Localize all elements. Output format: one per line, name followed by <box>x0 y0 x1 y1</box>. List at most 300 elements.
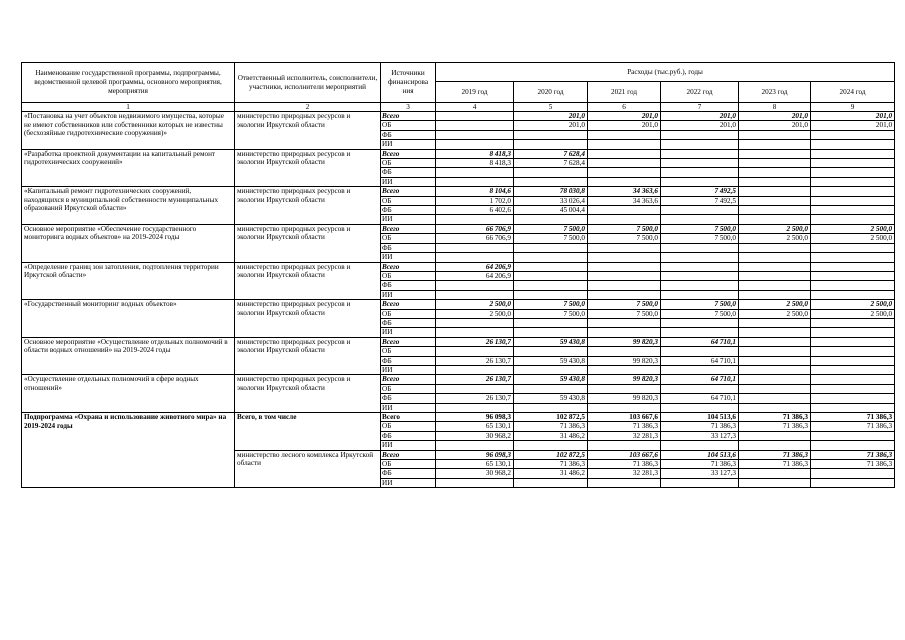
expense-cell: 201,0 <box>514 121 588 130</box>
expense-cell: 7 500,0 <box>588 309 661 318</box>
funding-source: ФБ <box>381 318 436 327</box>
source-row <box>22 375 895 384</box>
expense-cell <box>811 262 895 271</box>
expense-cell: 71 386,3 <box>811 450 895 459</box>
header-expenses: Расходы (тыс.руб.), годы <box>436 63 895 82</box>
expense-cell: 103 667,6 <box>588 413 661 422</box>
expense-cell: 64 710,1 <box>661 375 739 384</box>
expense-cell: 2 500,0 <box>811 309 895 318</box>
expense-cell <box>661 159 739 168</box>
expense-cell <box>739 177 811 186</box>
expense-cell <box>739 356 811 365</box>
expense-cell <box>739 469 811 478</box>
expense-cell: 71 386,3 <box>514 422 588 431</box>
expense-cell <box>739 394 811 403</box>
funding-source: Всего <box>381 149 436 158</box>
responsible-executor: министерство природных ресурсов и экологии Иркутской области <box>235 300 381 338</box>
funding-source: ОБ <box>381 121 436 130</box>
expense-cell: 7 500,0 <box>514 234 588 243</box>
header-year: 2019 год <box>436 82 514 103</box>
expense-cell: 7 500,0 <box>514 300 588 309</box>
expense-cell <box>811 149 895 158</box>
funding-source: ФБ <box>381 206 436 215</box>
funding-source: ФБ <box>381 168 436 177</box>
funding-source: ИИ <box>381 365 436 374</box>
expense-cell <box>661 318 739 327</box>
expense-cell <box>739 243 811 252</box>
expense-cell: 64 710,1 <box>661 356 739 365</box>
expense-cell <box>436 290 514 299</box>
expense-cell: 33 127,3 <box>661 469 739 478</box>
expense-cell <box>514 384 588 393</box>
expense-cell <box>436 140 514 149</box>
expense-cell: 64 206,9 <box>436 262 514 271</box>
column-index: 6 <box>588 103 661 112</box>
responsible-executor: министерство природных ресурсов и экологии Иркутской области <box>235 224 381 262</box>
expense-cell <box>588 281 661 290</box>
expense-cell <box>588 215 661 224</box>
expense-cell <box>739 168 811 177</box>
expense-cell: 71 386,3 <box>514 460 588 469</box>
expense-cell: 26 130,7 <box>436 356 514 365</box>
funding-source: Всего <box>381 112 436 121</box>
expense-cell <box>661 290 739 299</box>
expense-cell <box>739 431 811 440</box>
expense-cell <box>436 441 514 450</box>
activity-name: «Разработка проектной документации на капитальный ремонт гидротехнических сооружений» <box>22 149 235 187</box>
header-name: Наименование государственной программы, подпрограммы, ведомственной целевой программы, основного мероприятия, мероприятия <box>22 63 235 103</box>
expense-cell <box>661 403 739 412</box>
expense-cell <box>588 271 661 280</box>
expense-cell: 99 820,3 <box>588 394 661 403</box>
funding-source: ИИ <box>381 441 436 450</box>
activity-name: Основное мероприятие «Обеспечение государственного мониторинга водных объектов» на 2019-2024 годы <box>22 224 235 262</box>
expense-cell: 30 968,2 <box>436 431 514 440</box>
expense-cell: 201,0 <box>661 112 739 121</box>
responsible-executor: министерство природных ресурсов и экологии Иркутской области <box>235 149 381 187</box>
expense-cell <box>436 177 514 186</box>
funding-source: Всего <box>381 375 436 384</box>
expense-cell: 71 386,3 <box>739 413 811 422</box>
expense-cell <box>436 130 514 139</box>
expense-cell <box>588 318 661 327</box>
expense-cell: 8 418,3 <box>436 149 514 158</box>
funding-source: ИИ <box>381 177 436 186</box>
funding-source: Всего <box>381 337 436 346</box>
source-row <box>22 187 895 196</box>
expense-cell <box>739 318 811 327</box>
expense-cell <box>739 130 811 139</box>
column-index: 8 <box>739 103 811 112</box>
expense-cell: 71 386,3 <box>661 422 739 431</box>
expense-cell: 2 500,0 <box>739 224 811 233</box>
activity-name: «Капитальный ремонт гидротехнических сооружений, находящихся в муниципальной собственности муниципальных образований Иркутской области» <box>22 187 235 225</box>
expense-cell <box>811 271 895 280</box>
expense-cell <box>811 337 895 346</box>
expense-cell: 32 281,3 <box>588 469 661 478</box>
expense-cell: 26 130,7 <box>436 394 514 403</box>
expense-cell <box>811 365 895 374</box>
expense-cell <box>514 328 588 337</box>
expense-cell <box>739 337 811 346</box>
expense-cell <box>588 140 661 149</box>
expense-cell: 7 492,5 <box>661 196 739 205</box>
expense-cell: 102 872,5 <box>514 413 588 422</box>
header-row-1 <box>22 63 895 82</box>
column-index: 1 <box>22 103 235 112</box>
expense-cell <box>811 253 895 262</box>
expense-cell <box>588 168 661 177</box>
expense-cell <box>514 177 588 186</box>
responsible-executor: министерство природных ресурсов и экологии Иркутской области <box>235 262 381 300</box>
funding-source: ОБ <box>381 309 436 318</box>
expense-cell <box>811 431 895 440</box>
column-index: 7 <box>661 103 739 112</box>
expense-cell <box>739 281 811 290</box>
expense-cell <box>739 187 811 196</box>
expense-cell <box>661 262 739 271</box>
expense-cell <box>661 177 739 186</box>
funding-source: ФБ <box>381 243 436 252</box>
activity-name: «Постановка на учет объектов недвижимого имущества, которые не имеют собственников или собственники которых не известны (бесхозяйные гидротехнические сооружения)» <box>22 112 235 150</box>
column-index: 2 <box>235 103 381 112</box>
expense-cell: 201,0 <box>811 112 895 121</box>
expense-cell: 65 130,1 <box>436 460 514 469</box>
funding-source: ОБ <box>381 384 436 393</box>
expense-cell: 78 030,8 <box>514 187 588 196</box>
expense-cell: 2 500,0 <box>811 234 895 243</box>
expense-cell <box>739 271 811 280</box>
subprogram-total-label: Всего, в том числе <box>235 413 381 451</box>
expense-cell <box>588 253 661 262</box>
expense-cell <box>514 253 588 262</box>
expense-cell: 201,0 <box>811 121 895 130</box>
expense-cell <box>811 394 895 403</box>
responsible-executor: министерство природных ресурсов и экологии Иркутской области <box>235 112 381 150</box>
expense-cell: 7 492,5 <box>661 187 739 196</box>
expense-cell: 66 706,9 <box>436 224 514 233</box>
column-index-row <box>22 103 895 112</box>
expense-cell <box>811 187 895 196</box>
expense-cell: 64 206,9 <box>436 271 514 280</box>
expense-cell: 7 500,0 <box>661 300 739 309</box>
expense-cell: 102 872,5 <box>514 450 588 459</box>
expense-cell <box>739 384 811 393</box>
expense-cell <box>661 441 739 450</box>
expense-cell <box>661 243 739 252</box>
funding-source: ОБ <box>381 271 436 280</box>
expense-cell: 71 386,3 <box>739 450 811 459</box>
expense-cell <box>811 469 895 478</box>
source-row <box>22 224 895 233</box>
expense-cell <box>661 328 739 337</box>
funding-source: ОБ <box>381 196 436 205</box>
responsible-executor: министерство природных ресурсов и экологии Иркутской области <box>235 187 381 225</box>
expense-cell: 26 130,7 <box>436 375 514 384</box>
expense-cell: 7 628,4 <box>514 159 588 168</box>
expense-cell: 2 500,0 <box>739 300 811 309</box>
expense-cell: 45 004,4 <box>514 206 588 215</box>
expense-cell: 96 098,3 <box>436 450 514 459</box>
funding-source: ФБ <box>381 130 436 139</box>
expense-cell: 99 820,3 <box>588 375 661 384</box>
expense-cell: 201,0 <box>661 121 739 130</box>
expense-cell <box>436 215 514 224</box>
expense-cell: 104 513,6 <box>661 450 739 459</box>
expense-cell: 64 710,1 <box>661 394 739 403</box>
expense-cell <box>739 196 811 205</box>
expense-cell: 66 706,9 <box>436 234 514 243</box>
source-row <box>22 112 895 121</box>
expense-cell <box>811 281 895 290</box>
expense-cell <box>739 253 811 262</box>
expense-cell: 99 820,3 <box>588 337 661 346</box>
column-index: 9 <box>811 103 895 112</box>
activity-name: «Осуществление отдельных полномочий в сфере водных отношений» <box>22 375 235 413</box>
expense-cell <box>588 130 661 139</box>
expense-cell: 71 386,3 <box>739 422 811 431</box>
expense-cell: 71 386,3 <box>811 422 895 431</box>
expense-cell: 7 500,0 <box>661 224 739 233</box>
expense-cell <box>811 215 895 224</box>
budget-table-page <box>21 62 894 488</box>
expense-cell <box>661 149 739 158</box>
funding-source: ФБ <box>381 469 436 478</box>
expense-cell <box>588 159 661 168</box>
expense-cell <box>661 140 739 149</box>
expense-cell <box>811 206 895 215</box>
expense-cell <box>588 206 661 215</box>
expense-cell: 30 968,2 <box>436 469 514 478</box>
header-year: 2022 год <box>661 82 739 103</box>
expense-cell <box>588 365 661 374</box>
source-row <box>22 413 895 422</box>
expense-cell: 33 127,3 <box>661 431 739 440</box>
column-index: 3 <box>381 103 436 112</box>
expenses-table <box>21 62 895 488</box>
expense-cell <box>661 347 739 356</box>
funding-source: ОБ <box>381 347 436 356</box>
expense-cell <box>514 478 588 487</box>
funding-source: ИИ <box>381 140 436 149</box>
expense-cell: 64 710,1 <box>661 337 739 346</box>
expense-cell <box>739 290 811 299</box>
column-index: 5 <box>514 103 588 112</box>
column-index: 4 <box>436 103 514 112</box>
expense-cell: 31 486,2 <box>514 431 588 440</box>
expense-cell <box>811 403 895 412</box>
expense-cell: 2 500,0 <box>436 300 514 309</box>
funding-source: ОБ <box>381 460 436 469</box>
expense-cell <box>739 215 811 224</box>
expense-cell <box>588 441 661 450</box>
expense-cell <box>588 478 661 487</box>
expense-cell: 8 104,6 <box>436 187 514 196</box>
funding-source: ИИ <box>381 328 436 337</box>
expense-cell <box>514 243 588 252</box>
expense-cell <box>739 478 811 487</box>
expense-cell <box>514 281 588 290</box>
expense-cell <box>514 168 588 177</box>
funding-source: Всего <box>381 450 436 459</box>
expense-cell: 34 363,6 <box>588 187 661 196</box>
expense-cell: 31 486,2 <box>514 469 588 478</box>
expense-cell: 7 500,0 <box>514 224 588 233</box>
funding-source: Всего <box>381 224 436 233</box>
expense-cell: 26 130,7 <box>436 337 514 346</box>
expense-cell <box>436 253 514 262</box>
expense-cell <box>588 347 661 356</box>
expense-cell <box>514 365 588 374</box>
expense-cell: 7 500,0 <box>661 309 739 318</box>
expense-cell <box>811 441 895 450</box>
expense-cell <box>514 441 588 450</box>
expense-cell: 2 500,0 <box>739 309 811 318</box>
funding-source: ИИ <box>381 253 436 262</box>
expense-cell <box>588 243 661 252</box>
expense-cell <box>739 206 811 215</box>
expense-cell <box>811 290 895 299</box>
expense-cell <box>588 177 661 186</box>
expense-cell <box>436 112 514 121</box>
funding-source: ФБ <box>381 356 436 365</box>
expense-cell: 201,0 <box>514 112 588 121</box>
expense-cell <box>811 196 895 205</box>
expense-cell <box>514 130 588 139</box>
funding-source: ИИ <box>381 290 436 299</box>
expense-cell <box>588 149 661 158</box>
funding-source: ИИ <box>381 403 436 412</box>
expense-cell <box>811 243 895 252</box>
responsible-executor: министерство природных ресурсов и экологии Иркутской области <box>235 337 381 375</box>
expense-cell <box>436 168 514 177</box>
expense-cell <box>588 328 661 337</box>
expense-cell <box>514 318 588 327</box>
expense-cell: 65 130,1 <box>436 422 514 431</box>
expense-cell <box>739 441 811 450</box>
header-year: 2020 год <box>514 82 588 103</box>
expense-cell <box>436 243 514 252</box>
header-responsible: Ответственный исполнитель, соисполнители, участники, исполнители мероприятий <box>235 63 381 103</box>
expense-cell: 59 430,8 <box>514 337 588 346</box>
expense-cell: 7 628,4 <box>514 149 588 158</box>
responsible-executor: министерство природных ресурсов и экологии Иркутской области <box>235 375 381 413</box>
expense-cell <box>514 271 588 280</box>
expense-cell: 1 702,0 <box>436 196 514 205</box>
expense-cell <box>739 365 811 374</box>
header-source: Источники финансирова ния <box>381 63 436 103</box>
expense-cell <box>811 328 895 337</box>
expense-cell <box>514 290 588 299</box>
activity-name: Основное мероприятие «Осуществление отдельных полномочий в области водных отношений» на 2019-2024 годы <box>22 337 235 375</box>
expense-cell: 33 026,4 <box>514 196 588 205</box>
expense-cell <box>514 262 588 271</box>
funding-source: ФБ <box>381 281 436 290</box>
expense-cell <box>739 149 811 158</box>
expense-cell: 2 500,0 <box>739 234 811 243</box>
expense-cell <box>739 347 811 356</box>
expense-cell: 8 418,3 <box>436 159 514 168</box>
expense-cell <box>811 130 895 139</box>
header-year: 2023 год <box>739 82 811 103</box>
expense-cell: 201,0 <box>739 112 811 121</box>
expense-cell <box>661 215 739 224</box>
expense-cell: 2 500,0 <box>436 309 514 318</box>
expense-cell: 99 820,3 <box>588 356 661 365</box>
expense-cell <box>514 347 588 356</box>
expense-cell: 104 513,6 <box>661 413 739 422</box>
expense-cell <box>514 215 588 224</box>
expense-cell <box>436 384 514 393</box>
expense-cell <box>661 478 739 487</box>
expense-cell <box>436 121 514 130</box>
expense-cell: 7 500,0 <box>588 224 661 233</box>
expense-cell: 59 430,8 <box>514 356 588 365</box>
expense-cell: 71 386,3 <box>588 422 661 431</box>
expense-cell: 96 098,3 <box>436 413 514 422</box>
funding-source: Всего <box>381 300 436 309</box>
expense-cell <box>661 206 739 215</box>
expense-cell <box>739 159 811 168</box>
expense-cell <box>739 262 811 271</box>
expense-cell <box>811 384 895 393</box>
funding-source: ФБ <box>381 394 436 403</box>
expense-cell <box>436 281 514 290</box>
expense-cell: 7 500,0 <box>588 234 661 243</box>
expense-cell: 2 500,0 <box>811 300 895 309</box>
expense-cell: 7 500,0 <box>588 300 661 309</box>
funding-source: Всего <box>381 413 436 422</box>
expense-cell <box>661 130 739 139</box>
expense-cell <box>436 365 514 374</box>
funding-source: ОБ <box>381 234 436 243</box>
expense-cell <box>588 262 661 271</box>
expense-cell: 201,0 <box>588 112 661 121</box>
funding-source: ФБ <box>381 431 436 440</box>
funding-source: ИИ <box>381 478 436 487</box>
expense-cell <box>436 403 514 412</box>
expense-cell: 7 500,0 <box>514 309 588 318</box>
expense-cell <box>588 290 661 299</box>
subprogram-name: Подпрограмма «Охрана и использование животного мира» на 2019-2024 годы <box>22 413 235 488</box>
expense-cell: 7 500,0 <box>661 234 739 243</box>
expense-cell: 201,0 <box>588 121 661 130</box>
activity-name: «Государственный мониторинг водных объектов» <box>22 300 235 338</box>
expense-cell <box>811 478 895 487</box>
expense-cell <box>739 328 811 337</box>
source-row <box>22 337 895 346</box>
expense-cell: 71 386,3 <box>588 460 661 469</box>
expense-cell <box>514 403 588 412</box>
expense-cell: 59 430,8 <box>514 375 588 384</box>
expense-cell <box>811 318 895 327</box>
funding-source: ОБ <box>381 422 436 431</box>
expense-cell <box>661 384 739 393</box>
expense-cell: 2 500,0 <box>811 224 895 233</box>
expense-cell <box>661 271 739 280</box>
expense-cell <box>811 375 895 384</box>
expense-cell <box>588 384 661 393</box>
expense-cell: 71 386,3 <box>811 413 895 422</box>
expense-cell <box>811 159 895 168</box>
expense-cell <box>811 140 895 149</box>
funding-source: ИИ <box>381 215 436 224</box>
expense-cell <box>436 347 514 356</box>
expense-cell <box>739 403 811 412</box>
expense-cell <box>739 140 811 149</box>
expense-cell <box>514 140 588 149</box>
expense-cell: 34 363,6 <box>588 196 661 205</box>
